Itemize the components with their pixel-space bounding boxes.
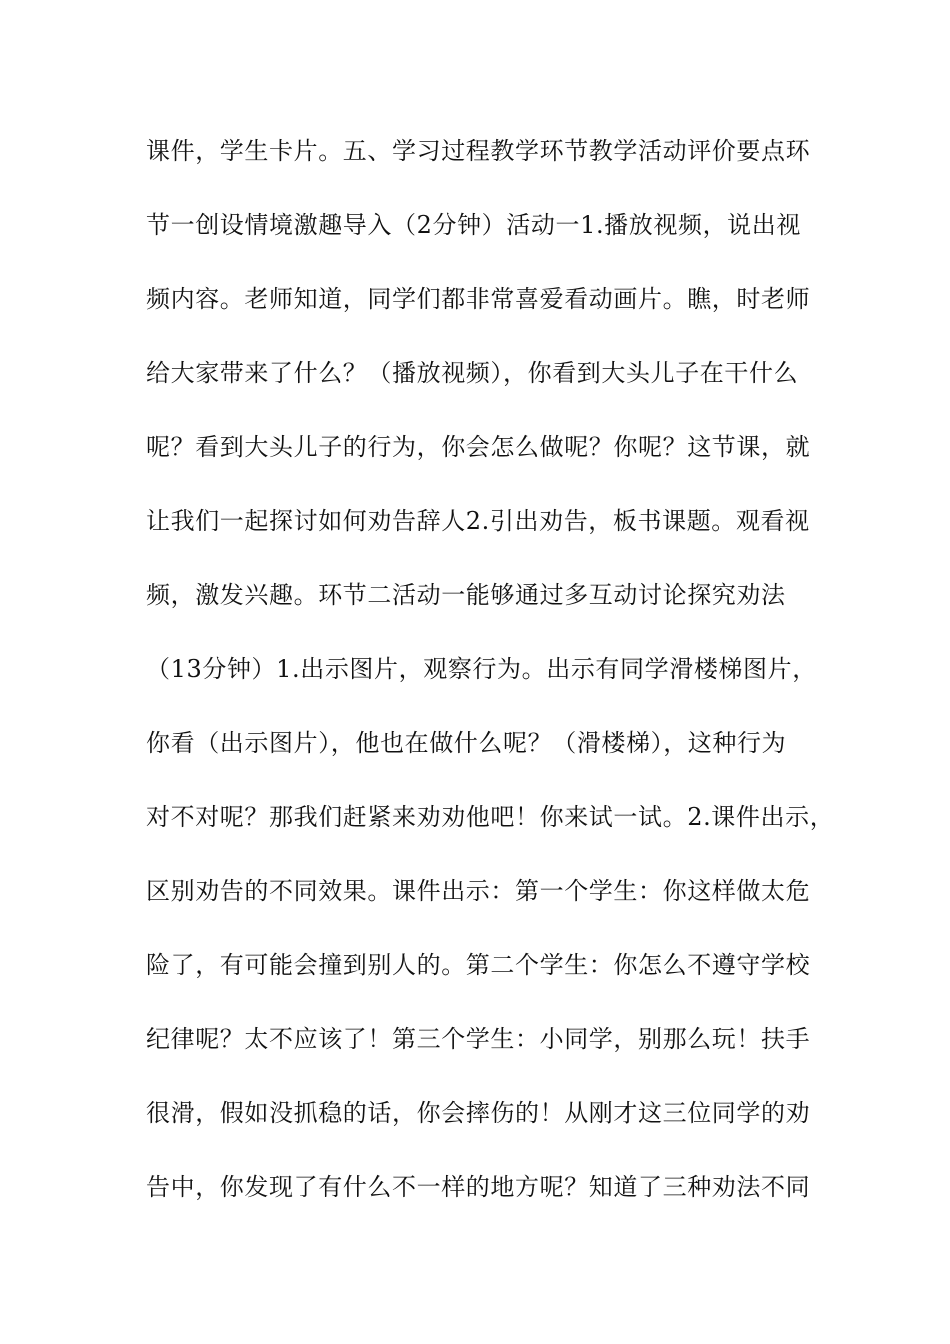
text-line: 区别劝告的不同效果。课件出示：第一个学生：你这样做太危 <box>146 877 811 905</box>
text-line: 节一创设情境激趣导入（2分钟）活动一1.播放视频，说出视 <box>146 211 801 239</box>
text-line: 给大家带来了什么？（播放视频），你看到大头儿子在干什么 <box>146 359 799 387</box>
text-line: 纪律呢？太不应该了！第三个学生：小同学，别那么玩！扶手 <box>146 1025 811 1053</box>
text-line: 让我们一起探讨如何劝告辞人2.引出劝告，板书课题。观看视 <box>146 507 810 535</box>
text-line: 你看（出示图片），他也在做什么呢？（滑楼梯），这种行为 <box>146 729 787 757</box>
text-line: 频内容。老师知道，同学们都非常喜爱看动画片。瞧，时老师 <box>146 285 811 313</box>
text-line: 呢？看到大头儿子的行为，你会怎么做呢？你呢？这节课，就 <box>146 433 811 461</box>
text-line: （13分钟）1.出示图片，观察行为。出示有同学滑楼梯图片， <box>146 655 817 683</box>
text-line: 告中，你发现了有什么不一样的地方呢？知道了三种劝法不同 <box>146 1173 811 1201</box>
text-line: 很滑，假如没抓稳的话，你会摔伤的！从刚才这三位同学的劝 <box>146 1099 811 1127</box>
text-line: 对不对呢？那我们赶紧来劝劝他吧！你来试一试。2.课件出示， <box>146 803 835 831</box>
text-line: 频，激发兴趣。环节二活动一能够通过多互动讨论探究劝法 <box>146 581 786 609</box>
text-line: 险了，有可能会撞到别人的。第二个学生：你怎么不遵守学校 <box>146 951 811 979</box>
text-line: 课件，学生卡片。五、学习过程教学环节教学活动评价要点环 <box>146 137 811 165</box>
body-text <box>146 128 835 1238</box>
